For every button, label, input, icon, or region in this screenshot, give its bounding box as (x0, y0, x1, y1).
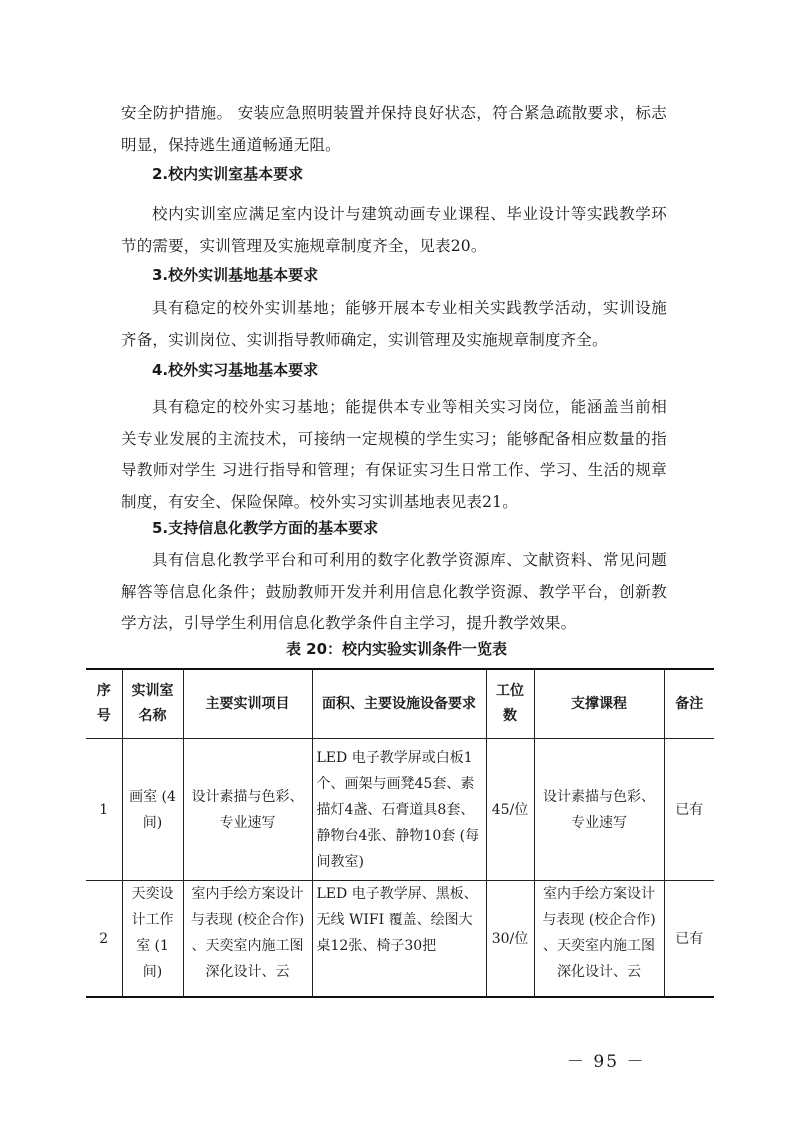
table-row (86, 881, 714, 998)
table-row (86, 739, 714, 881)
header-cell: 面积、主要设施设备要求 (312, 669, 486, 739)
paragraph-offcampus-training-base: 具有稳定的校外实训基地；能够开展本专业相关实践教学活动，实训设施齐备，实训岗位、实训指导教师确定，实训管理及实施规章制度齐全。 (121, 299, 667, 349)
paragraph-campus-training-room: 校内实训室应满足室内设计与建筑动画专业课程、毕业设计等实践教学环节的需要，实训管理及实施规章制度齐全，见表20。 (121, 205, 667, 255)
heading-offcampus-training-base: 3.校外实训基地基本要求 (152, 266, 319, 284)
paragraph-informatization: 具有信息化教学平台和可利用的数字化教学资源库、文献资料、常见问题解答等信息化条件；鼓励教师开发并利用信息化教学资源、教学平台，创新教学方法，引导学生利用信息化教学条件自主学习，提升教学效果。 (121, 551, 667, 632)
header-cell: 主要实训项目 (183, 669, 312, 739)
table-cell: 设计素描与色彩、专业速写 (534, 739, 664, 881)
header-cell: 工位数 (486, 669, 534, 739)
heading-internship-base: 4.校外实习基地基本要求 (152, 361, 319, 379)
table-cell: 设计素描与色彩、专业速写 (183, 739, 312, 881)
header-cell: 序号 (86, 669, 122, 739)
heading-campus-training-room: 2.校内实训室基本要求 (152, 165, 304, 183)
table-bottom-rule (86, 996, 714, 998)
table-cell: 1 (86, 739, 122, 881)
paragraph-safety: 安全防护措施。 安装应急照明装置并保持良好状态，符合紧急疏散要求，标志明显，保持逃生通道畅通无阻。 (121, 104, 667, 154)
table-cell: 室内手绘方案设计与表现 (校企合作) 、天奕室内施工图深化设计、云 (183, 881, 312, 998)
paragraph-internship-base: 具有稳定的校外实习基地；能提供本专业等相关实习岗位，能涵盖当前相关专业发展的主流技术，可接纳一定规模的学生实习；能够配备相应数量的指导教师对学生 习进行指导和管理；有保证实习生日常工作、学习、生活的规章制度，有安全、保险保障。校外实习实训基地表见表21。 (121, 398, 667, 511)
training-conditions-table (86, 668, 714, 998)
table-cell: 天奕设计工作室 (1间) (122, 881, 183, 998)
table-cell: 45/位 (486, 739, 534, 881)
table-caption: 表 20：校内实验实训条件一览表 (285, 640, 508, 658)
header-cell: 支撑课程 (534, 669, 664, 739)
table-cell: 室内手绘方案设计与表现 (校企合作) 、天奕室内施工图深化设计、云 (534, 881, 664, 998)
table-cell: 30/位 (486, 881, 534, 998)
table-header-row (86, 669, 714, 739)
header-cell: 备注 (664, 669, 714, 739)
page-number: － 95 － (567, 1052, 646, 1072)
heading-informatization: 5.支持信息化教学方面的基本要求 (152, 519, 379, 537)
table-cell: 画室 (4间) (122, 739, 183, 881)
table-cell: 2 (86, 881, 122, 998)
table-cell: LED 电子教学屏或白板1个、画架与画凳45套、素描灯4盏、石膏道具8套、静物台4张、静物10套 (每间教室) (312, 739, 486, 881)
table-cell: 已有 (664, 881, 714, 998)
table-cell: 已有 (664, 739, 714, 881)
table-cell: LED 电子教学屏、黑板、无线 WIFI 覆盖、绘图大桌12张、椅子30把 (312, 881, 486, 998)
header-cell: 实训室名称 (122, 669, 183, 739)
